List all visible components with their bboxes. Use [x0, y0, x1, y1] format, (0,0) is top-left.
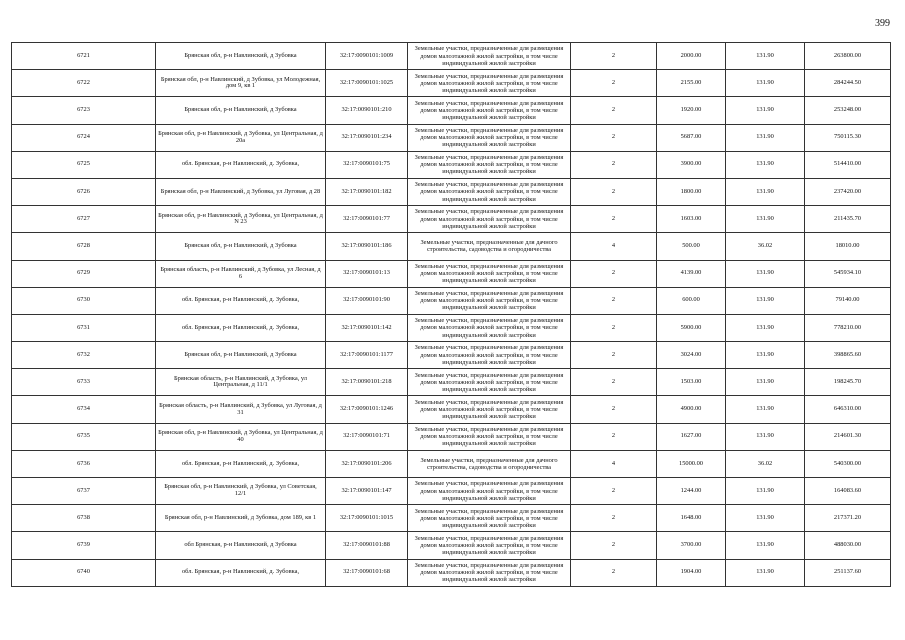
group-cell: 4	[571, 450, 657, 477]
address-cell: Брянская обл, р-н Навлинский, д Зубовка	[156, 97, 326, 124]
cadastral-value-cell: 79140.00	[805, 287, 891, 314]
specific-value-cell: 36.02	[726, 233, 805, 260]
land-purpose-cell: Земельные участки, предназначенные для дачного строительства, садоводства и огородничества	[408, 233, 571, 260]
address-cell: Брянская обл, р-н Навлинский, д Зубовка, ул Луговая, д 28	[156, 178, 326, 205]
specific-value-cell: 131.90	[726, 369, 805, 396]
land-purpose-cell: Земельные участки, предназначенные для размещения домов малоэтажной жилой застройки, в том числе индивидуальной жилой застройки	[408, 206, 571, 233]
specific-value-cell: 131.90	[726, 423, 805, 450]
table-row	[12, 124, 891, 151]
cadastral-value-cell: 284244.50	[805, 70, 891, 97]
table-row	[12, 423, 891, 450]
address-cell: Брянская обл, р-н Навлинский, д Зубовка, ул Центральная, д N 23	[156, 206, 326, 233]
table-row	[12, 559, 891, 586]
cadastral-number-cell: 32:17:0090101:77	[326, 206, 408, 233]
area-cell: 4900.00	[657, 396, 726, 423]
address-cell: Брянская обл, р-н Навлинский, д Зубовка, ул Центральная, д 40	[156, 423, 326, 450]
row-number: 6739	[12, 532, 156, 559]
land-purpose-cell: Земельные участки, предназначенные для размещения домов малоэтажной жилой застройки, в том числе индивидуальной жилой застройки	[408, 70, 571, 97]
land-purpose-cell: Земельные участки, предназначенные для размещения домов малоэтажной жилой застройки, в том числе индивидуальной жилой застройки	[408, 151, 571, 178]
cadastral-value-cell: 398865.60	[805, 342, 891, 369]
table-row	[12, 450, 891, 477]
row-number: 6733	[12, 369, 156, 396]
cadastral-number-cell: 32:17:0090101:13	[326, 260, 408, 287]
land-purpose-cell: Земельные участки, предназначенные для размещения домов малоэтажной жилой застройки, в том числе индивидуальной жилой застройки	[408, 532, 571, 559]
specific-value-cell: 131.90	[726, 342, 805, 369]
cadastral-value-cell: 545934.10	[805, 260, 891, 287]
land-purpose-cell: Земельные участки, предназначенные для размещения домов малоэтажной жилой застройки, в том числе индивидуальной жилой застройки	[408, 505, 571, 532]
group-cell: 2	[571, 260, 657, 287]
address-cell: Брянская область, р-н Навлинский, д Зубовка, ул Луговая, д 31	[156, 396, 326, 423]
cadastral-number-cell: 32:17:0090101:182	[326, 178, 408, 205]
cadastral-value-cell: 211435.70	[805, 206, 891, 233]
cadastral-number-cell: 32:17:0090101:1015	[326, 505, 408, 532]
address-cell: Брянская обл, р-н Навлинский, д Зубовка, ул Советская, 12/1	[156, 478, 326, 505]
row-number: 6721	[12, 43, 156, 70]
address-cell: Брянская обл, р-н Навлинский, д Зубовка, ул Центральная, д 20а	[156, 124, 326, 151]
specific-value-cell: 131.90	[726, 532, 805, 559]
address-cell: обл Брянская, р-н Навлинский, д Зубовка	[156, 532, 326, 559]
table-row	[12, 97, 891, 124]
land-purpose-cell: Земельные участки, предназначенные для размещения домов малоэтажной жилой застройки, в том числе индивидуальной жилой застройки	[408, 97, 571, 124]
land-purpose-cell: Земельные участки, предназначенные для размещения домов малоэтажной жилой застройки, в том числе индивидуальной жилой застройки	[408, 260, 571, 287]
table-row	[12, 70, 891, 97]
cadastral-value-cell: 164083.60	[805, 478, 891, 505]
cadastral-value-cell: 251137.60	[805, 559, 891, 586]
specific-value-cell: 131.90	[726, 396, 805, 423]
area-cell: 2155.00	[657, 70, 726, 97]
row-number: 6725	[12, 151, 156, 178]
table-row	[12, 314, 891, 341]
cadastral-number-cell: 32:17:0090101:142	[326, 314, 408, 341]
cadastral-value-cell: 253248.00	[805, 97, 891, 124]
land-purpose-cell: Земельные участки, предназначенные для размещения домов малоэтажной жилой застройки, в том числе индивидуальной жилой застройки	[408, 178, 571, 205]
specific-value-cell: 131.90	[726, 97, 805, 124]
table-row	[12, 260, 891, 287]
land-purpose-cell: Земельные участки, предназначенные для размещения домов малоэтажной жилой застройки, в том числе индивидуальной жилой застройки	[408, 43, 571, 70]
area-cell: 3900.00	[657, 151, 726, 178]
cadastral-number-cell: 32:17:0090101:90	[326, 287, 408, 314]
cadastral-value-cell: 263800.00	[805, 43, 891, 70]
cadastral-value-cell: 217371.20	[805, 505, 891, 532]
cadastral-number-cell: 32:17:0090101:88	[326, 532, 408, 559]
area-cell: 2000.00	[657, 43, 726, 70]
table-row	[12, 396, 891, 423]
cadastral-value-cell: 778210.00	[805, 314, 891, 341]
cadastral-value-table	[11, 42, 891, 587]
group-cell: 2	[571, 559, 657, 586]
address-cell: обл. Брянская, р-н Навлинский, д. Зубовка,	[156, 559, 326, 586]
group-cell: 2	[571, 206, 657, 233]
area-cell: 1920.00	[657, 97, 726, 124]
land-purpose-cell: Земельные участки, предназначенные для размещения домов малоэтажной жилой застройки, в том числе индивидуальной жилой застройки	[408, 124, 571, 151]
row-number: 6727	[12, 206, 156, 233]
cadastral-value-cell: 488030.00	[805, 532, 891, 559]
area-cell: 3700.00	[657, 532, 726, 559]
land-purpose-cell: Земельные участки, предназначенные для размещения домов малоэтажной жилой застройки, в том числе индивидуальной жилой застройки	[408, 559, 571, 586]
row-number: 6730	[12, 287, 156, 314]
group-cell: 2	[571, 478, 657, 505]
row-number: 6728	[12, 233, 156, 260]
specific-value-cell: 131.90	[726, 43, 805, 70]
row-number: 6723	[12, 97, 156, 124]
group-cell: 2	[571, 287, 657, 314]
land-purpose-cell: Земельные участки, предназначенные для размещения домов малоэтажной жилой застройки, в том числе индивидуальной жилой застройки	[408, 342, 571, 369]
row-number: 6729	[12, 260, 156, 287]
address-cell: Брянская обл, р-н Навлинский, д Зубовка, ул Молодежная, дом 9, кв 1	[156, 70, 326, 97]
group-cell: 2	[571, 70, 657, 97]
cadastral-number-cell: 32:17:0090101:68	[326, 559, 408, 586]
cadastral-number-cell: 32:17:0090101:218	[326, 369, 408, 396]
page-number: 399	[875, 18, 890, 29]
specific-value-cell: 131.90	[726, 314, 805, 341]
specific-value-cell: 131.90	[726, 260, 805, 287]
area-cell: 1800.00	[657, 178, 726, 205]
table-row	[12, 369, 891, 396]
address-cell: Брянская обл, р-н Навлинский, д Зубовка	[156, 43, 326, 70]
land-purpose-cell: Земельные участки, предназначенные для размещения домов малоэтажной жилой застройки, в том числе индивидуальной жилой застройки	[408, 396, 571, 423]
address-cell: обл. Брянская, р-н Навлинский, д. Зубовка,	[156, 151, 326, 178]
group-cell: 2	[571, 342, 657, 369]
table-row	[12, 505, 891, 532]
cadastral-value-cell: 540300.00	[805, 450, 891, 477]
cadastral-number-cell: 32:17:0090101:147	[326, 478, 408, 505]
table-row	[12, 478, 891, 505]
cadastral-value-cell: 750115.30	[805, 124, 891, 151]
cadastral-number-cell: 32:17:0090101:71	[326, 423, 408, 450]
specific-value-cell: 131.90	[726, 70, 805, 97]
area-cell: 5900.00	[657, 314, 726, 341]
cadastral-number-cell: 32:17:0090101:210	[326, 97, 408, 124]
specific-value-cell: 131.90	[726, 559, 805, 586]
table-row	[12, 43, 891, 70]
cadastral-value-cell: 214601.30	[805, 423, 891, 450]
land-purpose-cell: Земельные участки, предназначенные для размещения домов малоэтажной жилой застройки, в том числе индивидуальной жилой застройки	[408, 314, 571, 341]
cadastral-value-cell: 514410.00	[805, 151, 891, 178]
cadastral-number-cell: 32:17:0090101:234	[326, 124, 408, 151]
area-cell: 3024.00	[657, 342, 726, 369]
cadastral-number-cell: 32:17:0090101:1025	[326, 70, 408, 97]
specific-value-cell: 131.90	[726, 287, 805, 314]
land-purpose-cell: Земельные участки, предназначенные для размещения домов малоэтажной жилой застройки, в том числе индивидуальной жилой застройки	[408, 287, 571, 314]
row-number: 6732	[12, 342, 156, 369]
group-cell: 2	[571, 97, 657, 124]
land-purpose-cell: Земельные участки, предназначенные для размещения домов малоэтажной жилой застройки, в том числе индивидуальной жилой застройки	[408, 423, 571, 450]
area-cell: 1904.00	[657, 559, 726, 586]
area-cell: 1244.00	[657, 478, 726, 505]
land-purpose-cell: Земельные участки, предназначенные для дачного строительства, садоводства и огородничества	[408, 450, 571, 477]
row-number: 6735	[12, 423, 156, 450]
table-row	[12, 532, 891, 559]
table-row	[12, 342, 891, 369]
specific-value-cell: 131.90	[726, 206, 805, 233]
cadastral-number-cell: 32:17:0090101:206	[326, 450, 408, 477]
area-cell: 1627.00	[657, 423, 726, 450]
area-cell: 1648.00	[657, 505, 726, 532]
row-number: 6736	[12, 450, 156, 477]
table-row	[12, 206, 891, 233]
row-number: 6734	[12, 396, 156, 423]
group-cell: 2	[571, 43, 657, 70]
table-row	[12, 287, 891, 314]
address-cell: Брянская обл, р-н Навлинский, д Зубовка	[156, 233, 326, 260]
area-cell: 600.00	[657, 287, 726, 314]
cadastral-number-cell: 32:17:0090101:75	[326, 151, 408, 178]
cadastral-value-cell: 237420.00	[805, 178, 891, 205]
group-cell: 4	[571, 233, 657, 260]
group-cell: 2	[571, 124, 657, 151]
row-number: 6738	[12, 505, 156, 532]
group-cell: 2	[571, 151, 657, 178]
group-cell: 2	[571, 505, 657, 532]
group-cell: 2	[571, 532, 657, 559]
specific-value-cell: 131.90	[726, 478, 805, 505]
cadastral-value-cell: 646310.00	[805, 396, 891, 423]
specific-value-cell: 131.90	[726, 505, 805, 532]
cadastral-number-cell: 32:17:0090101:1009	[326, 43, 408, 70]
address-cell: обл. Брянская, р-н Навлинский, д. Зубовка,	[156, 314, 326, 341]
cadastral-number-cell: 32:17:0090101:1177	[326, 342, 408, 369]
address-cell: обл. Брянская, р-н Навлинский, д. Зубовка,	[156, 450, 326, 477]
address-cell: обл. Брянская, р-н Навлинский, д. Зубовка,	[156, 287, 326, 314]
area-cell: 4139.00	[657, 260, 726, 287]
row-number: 6731	[12, 314, 156, 341]
address-cell: Брянская область, р-н Навлинский, д Зубовка, ул Лесная, д 6	[156, 260, 326, 287]
specific-value-cell: 131.90	[726, 178, 805, 205]
area-cell: 500.00	[657, 233, 726, 260]
group-cell: 2	[571, 314, 657, 341]
area-cell: 5687.00	[657, 124, 726, 151]
row-number: 6737	[12, 478, 156, 505]
cadastral-number-cell: 32:17:0090101:1246	[326, 396, 408, 423]
table-row	[12, 233, 891, 260]
group-cell: 2	[571, 423, 657, 450]
address-cell: Брянская обл, р-н Навлинский, д Зубовка	[156, 342, 326, 369]
cadastral-number-cell: 32:17:0090101:186	[326, 233, 408, 260]
row-number: 6724	[12, 124, 156, 151]
row-number: 6726	[12, 178, 156, 205]
cadastral-value-cell: 198245.70	[805, 369, 891, 396]
area-cell: 1503.00	[657, 369, 726, 396]
specific-value-cell: 131.90	[726, 124, 805, 151]
table-row	[12, 178, 891, 205]
group-cell: 2	[571, 178, 657, 205]
row-number: 6722	[12, 70, 156, 97]
specific-value-cell: 131.90	[726, 151, 805, 178]
cadastral-value-cell: 18010.00	[805, 233, 891, 260]
area-cell: 1603.00	[657, 206, 726, 233]
group-cell: 2	[571, 396, 657, 423]
land-purpose-cell: Земельные участки, предназначенные для размещения домов малоэтажной жилой застройки, в том числе индивидуальной жилой застройки	[408, 369, 571, 396]
address-cell: Брянская обл, р-н Навлинский, д Зубовка, дом 189, кв 1	[156, 505, 326, 532]
area-cell: 15000.00	[657, 450, 726, 477]
specific-value-cell: 36.02	[726, 450, 805, 477]
table-row	[12, 151, 891, 178]
row-number: 6740	[12, 559, 156, 586]
group-cell: 2	[571, 369, 657, 396]
land-purpose-cell: Земельные участки, предназначенные для размещения домов малоэтажной жилой застройки, в том числе индивидуальной жилой застройки	[408, 478, 571, 505]
address-cell: Брянская область, р-н Навлинский, д Зубовка, ул Центральная, д 11/1	[156, 369, 326, 396]
